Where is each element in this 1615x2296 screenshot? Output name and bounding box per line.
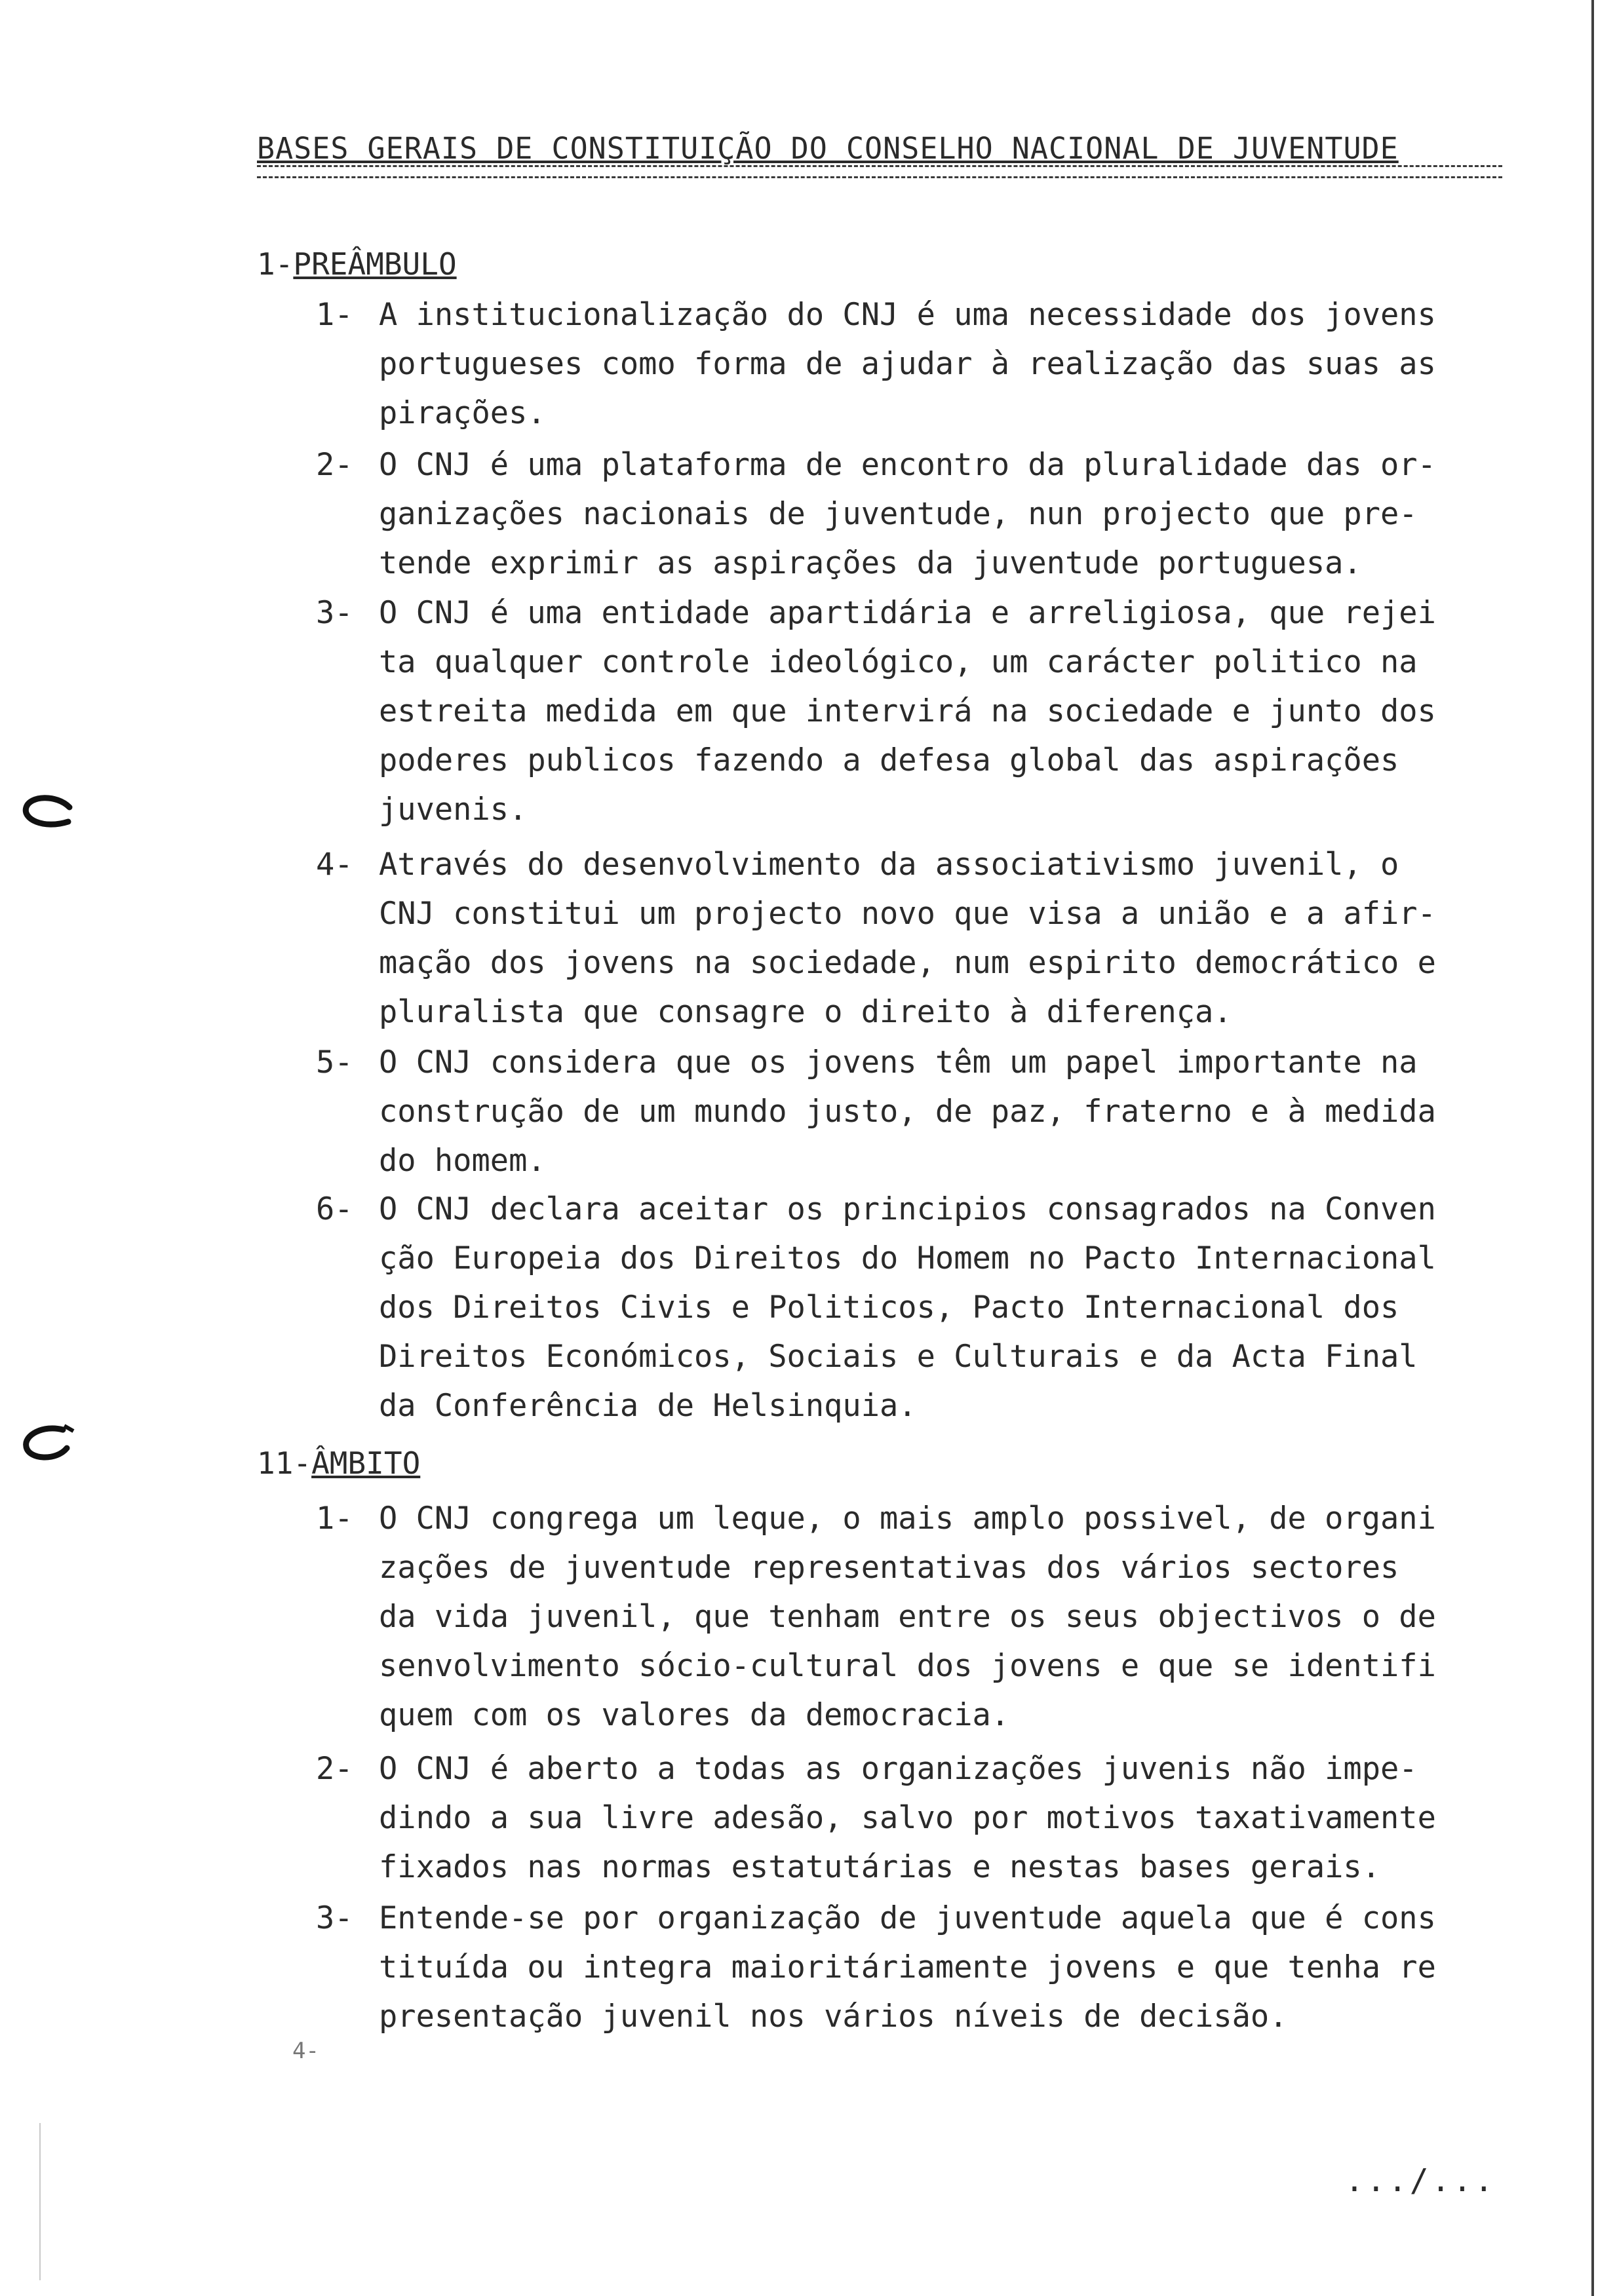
- continuation-mark: .../...: [1345, 2162, 1496, 2199]
- item-line: zações de juventude representativas dos vários sectores: [379, 1550, 1399, 1586]
- item-number: 5-: [316, 1044, 353, 1081]
- item-line: Entende-se por organização de juventude aquela que é cons: [379, 1900, 1436, 1936]
- ambito-item-2: [316, 1744, 1528, 1892]
- item-line: dindo a sua livre adesão, salvo por motivos taxativamente: [379, 1800, 1436, 1836]
- item-line: fixados nas normas estatutárias e nestas bases gerais.: [379, 1849, 1381, 1885]
- item-line: da Conferência de Helsinquia.: [379, 1388, 917, 1424]
- item-line: pirações.: [379, 395, 546, 431]
- item-line: construção de um mundo justo, de paz, fraterno e à medida: [379, 1094, 1436, 1130]
- item-line: portugueses como forma de ajudar à realização das suas as: [379, 346, 1436, 382]
- document-title: BASES GERAIS DE CONSTITUIÇÃO DO CONSELHO NACIONAL DE JUVENTUDE: [257, 131, 1399, 166]
- item-line: O CNJ congrega um leque, o mais amplo possivel, de organi: [379, 1501, 1436, 1537]
- item-number: 4-: [316, 847, 353, 883]
- item-line: da vida juvenil, que tenham entre os seus objectivos o de: [379, 1599, 1436, 1635]
- item-line: O CNJ declara aceitar os principios consagrados na Conven: [379, 1191, 1436, 1227]
- item-number: 1-: [316, 1501, 353, 1537]
- item-number: 6-: [316, 1191, 353, 1227]
- item-line: ganizações nacionais de juventude, nun projecto que pre-: [379, 496, 1418, 532]
- item-number: 2-: [316, 447, 353, 483]
- item-line: A institucionalização do CNJ é uma necessidade dos jovens: [379, 297, 1436, 333]
- item-number: 3-: [316, 595, 353, 631]
- item-line: CNJ constitui um projecto novo que visa a união e a afir-: [379, 896, 1436, 932]
- section-label: PREÂMBULO: [293, 246, 457, 282]
- item-line: ção Europeia dos Direitos do Homem no Pacto Internacional: [379, 1240, 1436, 1276]
- preambulo-item-1: [316, 290, 1528, 438]
- item-line: ta qualquer controle ideológico, um carácter politico na: [379, 644, 1418, 680]
- preambulo-item-3: [316, 588, 1528, 834]
- binder-hole-mark-icon: [17, 1422, 76, 1468]
- binder-hole-mark-icon: [17, 793, 76, 839]
- section-heading-ambito: [257, 1445, 420, 1481]
- page-edge-left: [39, 2123, 41, 2280]
- item-line: juvenis.: [379, 792, 528, 828]
- item-line: mação dos jovens na sociedade, num espirito democrático e: [379, 945, 1436, 981]
- item-line: pluralista que consagre o direito à diferença.: [379, 994, 1232, 1030]
- preambulo-item-4: [316, 840, 1528, 1037]
- item-line: tituída ou integra maioritáriamente jovens e que tenha re: [379, 1949, 1436, 1985]
- ambito-item-3: [316, 1894, 1528, 2041]
- preambulo-item-5: [316, 1038, 1528, 1185]
- item-line: estreita medida em que intervirá na sociedade e junto dos: [379, 693, 1436, 729]
- item-number: 3-: [316, 1900, 353, 1936]
- item-line: O CNJ considera que os jovens têm um papel importante na: [379, 1044, 1418, 1081]
- section-number: 11-: [257, 1445, 312, 1481]
- item-number: 2-: [316, 1751, 353, 1787]
- item-line: senvolvimento sócio-cultural dos jovens e que se identifi: [379, 1648, 1436, 1684]
- item-line: do homem.: [379, 1143, 546, 1179]
- section-number: 1-: [257, 246, 294, 282]
- item-line: O CNJ é aberto a todas as organizações juvenis não impe-: [379, 1751, 1418, 1787]
- item-line: Direitos Económicos, Sociais e Culturais e da Acta Final: [379, 1339, 1418, 1375]
- section-label: ÂMBITO: [311, 1445, 421, 1481]
- item-line: tende exprimir as aspirações da juventude portuguesa.: [379, 545, 1362, 581]
- item-line: O CNJ é uma plataforma de encontro da pluralidade das or-: [379, 447, 1436, 483]
- item-line: O CNJ é uma entidade apartidária e arreligiosa, que rejei: [379, 595, 1436, 631]
- next-item-marker: 4-: [292, 2038, 319, 2064]
- item-line: poderes publicos fazendo a defesa global das aspirações: [379, 742, 1399, 778]
- item-line: quem com os valores da democracia.: [379, 1697, 1010, 1733]
- item-line: Através do desenvolvimento da associativismo juvenil, o: [379, 847, 1399, 883]
- item-number: 1-: [316, 297, 353, 333]
- ambito-item-1: [316, 1494, 1528, 1740]
- preambulo-item-6: [316, 1185, 1528, 1430]
- page-edge-right: [1591, 0, 1594, 2296]
- preambulo-item-2: [316, 440, 1528, 588]
- item-line: presentação juvenil nos vários níveis de decisão.: [379, 1999, 1288, 2035]
- title-double-rule: [257, 165, 1502, 178]
- item-line: dos Direitos Civis e Politicos, Pacto Internacional dos: [379, 1290, 1399, 1326]
- section-heading-preambulo: [257, 246, 457, 282]
